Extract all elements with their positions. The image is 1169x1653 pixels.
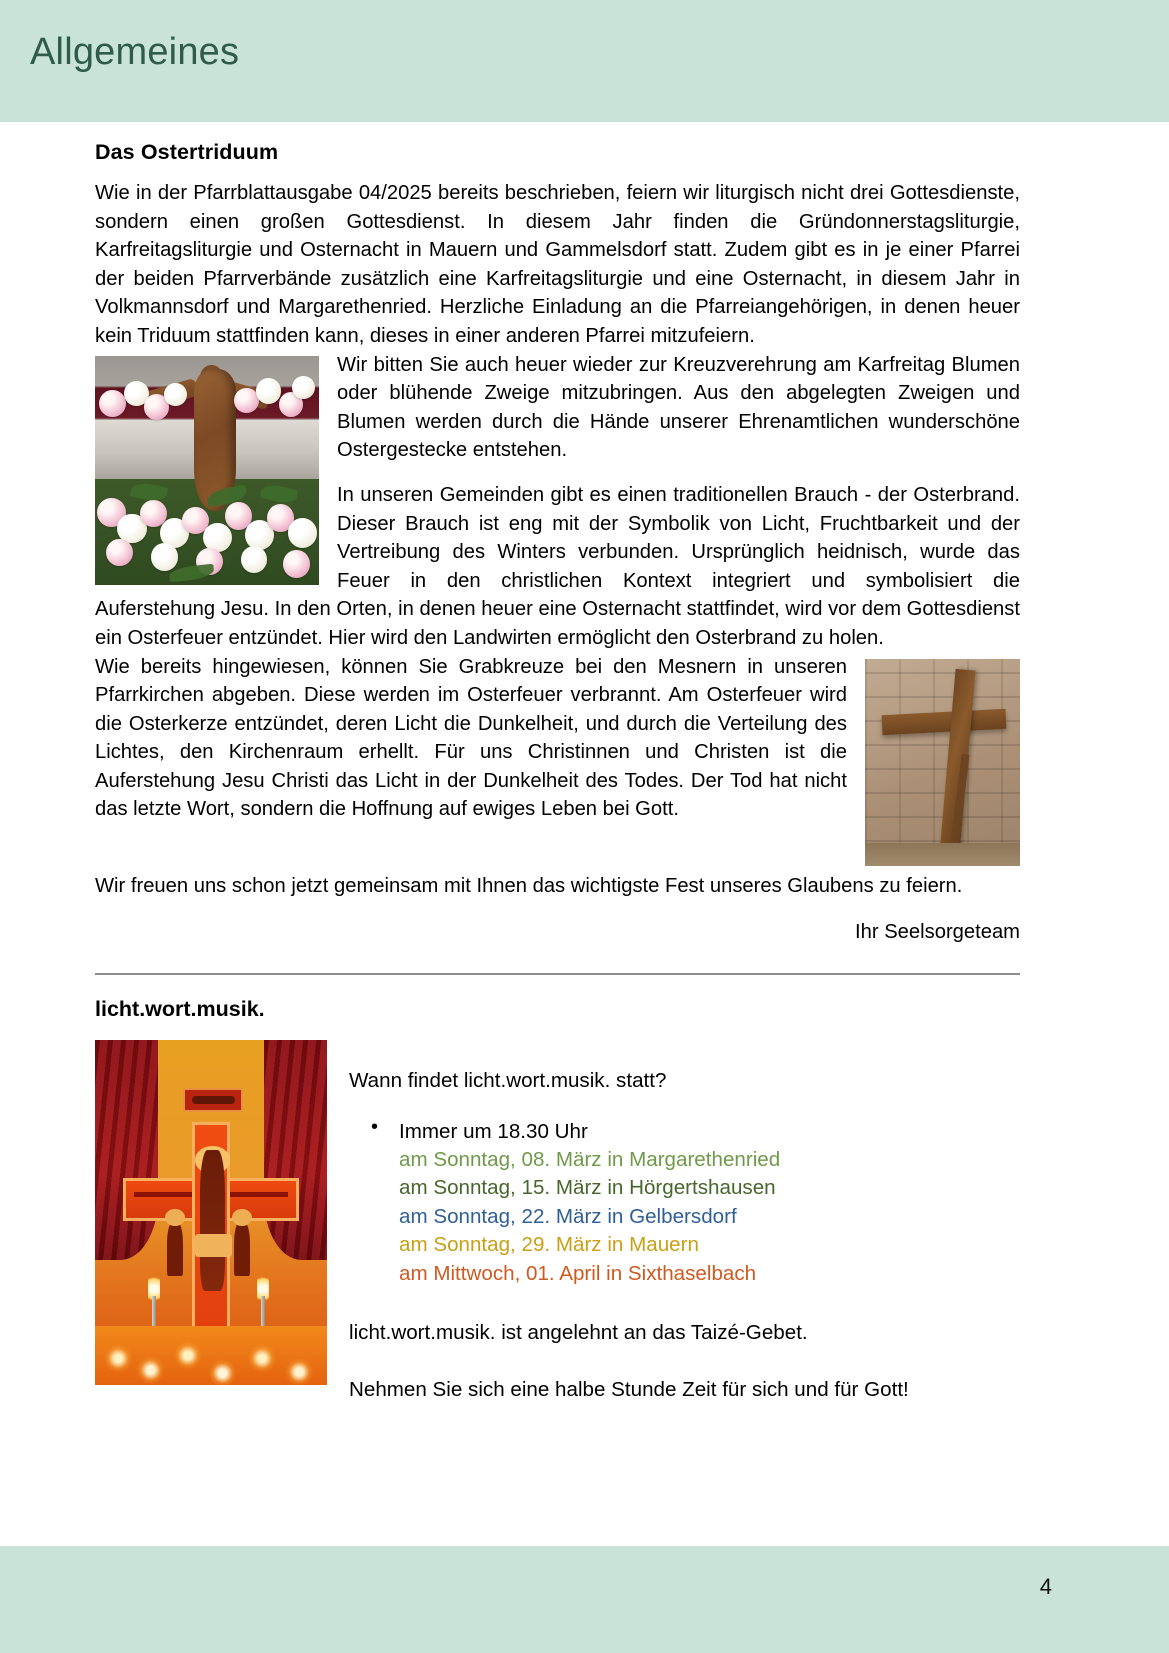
article-paragraph-4: Wie bereits hingewiesen, können Sie Grabkreuze bei den Mesnern in unseren Pfarrkirchen abgeben. Diese werden im Osterfeuer verbrannt. Am Osterfeuer wird die Osterkerze entzündet, deren Licht die Dunkelheit, und durch die Verteilung des Lichtes, den Kirchenraum erhellt. Für uns Christinnen und Christen ist die Auferstehung Jesu Christi das Licht in der Dunkelheit des Todes. Der Tod hat nicht das letzte Wort, sondern die Hoffnung auf ewiges Leben bei Gott. — [95, 655, 847, 821]
section-divider — [95, 973, 1020, 975]
lwm-date-margarethenried: am Sonntag, 08. März in Margarethenried — [399, 1147, 781, 1171]
christ-loincloth — [195, 1234, 232, 1258]
saint-figure-right — [234, 1221, 250, 1277]
lwm-note-taize: licht.wort.musik. ist angelehnt an das Taizé-Gebet. — [349, 1321, 808, 1345]
christ-figure — [200, 1150, 225, 1291]
page-header-band — [0, 0, 1169, 122]
page-footer-band — [0, 1546, 1169, 1653]
lwm-section — [95, 997, 1020, 1405]
lwm-text-column — [349, 1040, 1020, 1405]
lwm-date-gelbersdorf: am Sonntag, 22. März in Gelbersdorf — [399, 1204, 737, 1228]
article-paragraph-2: Wir bitten Sie auch heuer wieder zur Kreuzverehrung am Karfreitag Blumen oder blühende Zweige mitzubringen. Aus den abgelegten Zweigen und Blumen werden durch die Hände unserer Ehrenamtlichen wunderschöne Ostergestecke entstehen. — [337, 353, 1020, 462]
icon-top-panel — [183, 1088, 243, 1112]
lwm-heading: licht.wort.musik. — [95, 996, 265, 1021]
lwm-note-invitation: Nehmen Sie sich eine halbe Stunde Zeit für sich und für Gott! — [349, 1378, 909, 1402]
crucifix-roses-image — [95, 356, 319, 585]
saint-figure-left — [167, 1221, 183, 1277]
lwm-date-hoergertshausen: am Sonntag, 15. März in Hörgertshausen — [399, 1176, 776, 1200]
stone-floor — [865, 843, 1020, 866]
lwm-icon-cross-image — [95, 1040, 327, 1385]
page-number: 4 — [1039, 1574, 1052, 1599]
lwm-date-mauern: am Sonntag, 29. März in Mauern — [399, 1233, 699, 1257]
article-paragraph-1: Wie in der Pfarrblattausgabe 04/2025 bereits beschrieben, feiern wir liturgisch nicht drei Gottesdienste, sondern einen großen Gottesdienst. In diesem Jahr finden die Gründonnerstagsliturgie, Karfreitagsliturgie und Osternacht in Mauern und Gammelsdorf statt. Zudem gibt es in je einer Pfarrei der beiden Pfarrverbände zusätzlich eine Karfreitagsliturgie und eine Osternacht, in diesem Jahr in Volkmannsdorf und Margarethenried. Herzliche Einladung an die Pfarreiangehörigen, in denen heuer kein Triduum stattfinden kann, dieses in einer anderen Pfarrei mitzufeiern. — [95, 182, 1020, 347]
list-item — [367, 1117, 1020, 1289]
page-title: Allgemeines — [30, 31, 240, 73]
tealight-candles-field — [95, 1326, 327, 1385]
lwm-time-label: • Immer um 18.30 Uhr — [399, 1119, 588, 1143]
article-heading: Das Ostertriduum — [95, 140, 279, 164]
article-paragraph-3: In unseren Gemeinden gibt es einen traditionellen Brauch - der Osterbrand. Dieser Brauch ist eng mit der Symbolik von Licht, Fruchtbarkeit und der Vertreibung des Winters verbunden. Ursprünglich heidnisch, wurde das Feuer in den christlichen Kontext integriert und symbolisiert die Auferstehung Jesu. In den Orten, in denen heuer eine Osternacht stattfindet, wird vor dem Gottesdienst ein Osterfeuer entzündet. Hier wird den Landwirten ermöglicht den Osterbrand zu holen. — [95, 483, 1020, 649]
lwm-question: Wann findet licht.wort.musik. statt? — [349, 1068, 667, 1092]
article-signature: Ihr Seelsorgeteam — [855, 921, 1020, 944]
lwm-date-sixthaselbach: am Mittwoch, 01. April in Sixthaselbach — [399, 1261, 757, 1285]
wooden-cross-image — [865, 659, 1020, 866]
content-column — [95, 140, 1020, 1404]
article-paragraph-5: Wir freuen uns schon jetzt gemeinsam mit Ihnen das wichtigste Fest unseres Glaubens zu feiern. — [95, 874, 963, 897]
lwm-schedule-list — [367, 1117, 1020, 1289]
